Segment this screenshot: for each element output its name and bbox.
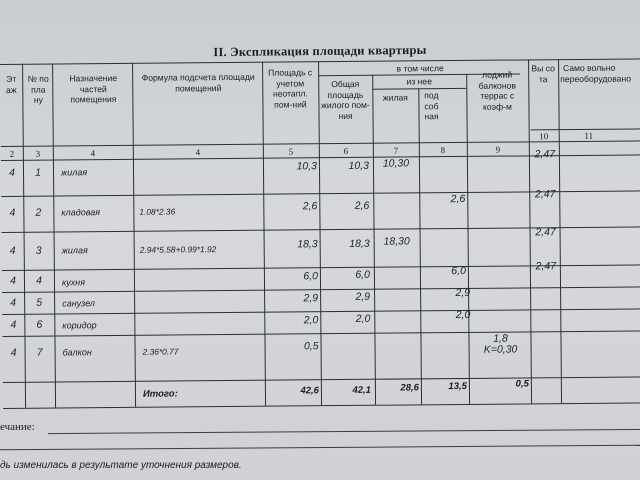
totals-auxiliary: 13,5: [448, 380, 467, 393]
row-3-total: 18,3: [349, 237, 370, 250]
row-2-auxiliary: 2,6: [450, 192, 466, 206]
header-height: Вы со та: [531, 63, 555, 84]
row-5-auxiliary: 2,9: [455, 286, 471, 300]
row-2-formula: 1.08*2.36: [139, 206, 176, 217]
row-2-total: 2,6: [354, 199, 370, 212]
row-2-floor: 4: [9, 206, 16, 219]
row-3-number: 3: [35, 244, 42, 257]
header-total-living: Общая площадь жилого пом-ния: [321, 78, 370, 121]
row-7-balcony-coefficient: K=0,30: [483, 343, 518, 356]
row-2-area: 2,6: [302, 200, 318, 213]
row-4-name: кухня: [61, 277, 86, 288]
row-5-floor: 4: [10, 296, 17, 309]
row-1-floor: 4: [9, 166, 15, 179]
note-underline: [48, 429, 640, 434]
header-floor: Эт аж: [5, 73, 17, 95]
note-text: дь изменилась в результате уточнения размеров.: [0, 460, 242, 471]
document-title: II. Экспликация площади квартиры: [213, 42, 427, 60]
row-7-floor: 4: [10, 346, 17, 359]
totals-living: 28,6: [400, 382, 419, 394]
row-5-name: санузел: [62, 298, 96, 309]
row-3-formula: 2.94*5.58+0.99*1.92: [139, 244, 217, 255]
row-6-name: коридор: [62, 320, 97, 331]
note-label: ечание:: [0, 421, 35, 433]
column-number: 4: [90, 148, 96, 159]
totals-balcony: 0,5: [515, 378, 529, 390]
row-1-number: 1: [35, 166, 41, 179]
column-number: 6: [343, 145, 349, 157]
explication-table: [0, 50, 640, 416]
row-3-living: 18,30: [383, 235, 410, 248]
row-2-number: 2: [35, 206, 42, 219]
totals-total: 42,1: [352, 384, 371, 396]
header-unauthorized: Само вольно переоборудовано: [560, 62, 632, 84]
column-line: [466, 74, 470, 404]
row-7-area: 0,5: [303, 340, 319, 353]
row-5-number: 5: [36, 296, 43, 309]
column-line: [418, 88, 422, 404]
row-2-name: кладовая: [61, 207, 101, 218]
row-6-area: 2,0: [303, 314, 319, 327]
row-1-total: 10,3: [348, 159, 370, 172]
header-room-number: № по пла ну: [27, 73, 49, 105]
row-7-name: балкон: [62, 347, 92, 358]
row-3-name: жилая: [61, 245, 88, 256]
header-area: Площадь с учетом неотапл. пом-ний: [268, 67, 313, 110]
column-number: 10: [539, 131, 549, 142]
note-underline: [0, 445, 640, 450]
row-7-balcony: 1,8: [493, 332, 508, 345]
row-3-floor: 4: [9, 244, 16, 257]
row-3-area: 18,3: [297, 238, 318, 251]
totals-area: 42,6: [300, 385, 319, 397]
column-number: 11: [584, 130, 594, 141]
row-3-height: 2,47: [535, 226, 556, 239]
column-line: [262, 62, 266, 406]
row-6-auxiliary: 2,0: [455, 308, 471, 322]
header-formula: Формула подсчета площади помещений: [141, 71, 255, 94]
column-number: 5: [288, 146, 294, 157]
row-5-total: 2,9: [355, 290, 371, 303]
column-number: 3: [35, 148, 41, 159]
row-7-number: 7: [36, 346, 43, 359]
row-4-auxiliary: 6,0: [451, 264, 466, 278]
row-4-height: 2,47: [535, 260, 557, 273]
header-of-which: из нее: [406, 76, 432, 87]
row-1-name: жилая: [60, 167, 88, 178]
row-6-floor: 4: [10, 318, 17, 331]
header-auxiliary: под соб ная: [424, 90, 439, 122]
header-in-that-number: в том числе: [396, 63, 444, 74]
column-number: 9: [495, 144, 501, 155]
row-4-total: 6,0: [355, 268, 370, 281]
column-number: 2: [9, 148, 15, 159]
row-4-number: 4: [35, 274, 42, 287]
totals-label: Итого:: [142, 388, 178, 400]
column-line: [132, 63, 136, 407]
header-living: жилая: [382, 92, 408, 103]
column-number: 8: [440, 145, 446, 156]
row-1-height: 2,47: [534, 148, 556, 161]
row-5-area: 2,9: [303, 292, 319, 305]
row-4-area: 6,0: [303, 270, 318, 283]
column-number: 7: [393, 145, 399, 156]
row-2-height: 2,47: [534, 188, 556, 201]
row-6-total: 2,0: [355, 312, 371, 325]
row-6-number: 6: [36, 318, 43, 331]
row-1-area: 10,3: [296, 160, 318, 173]
header-purpose: Назначение частей помещения: [69, 72, 118, 105]
header-balconies: лоджий балконов террас с коэф-м: [478, 69, 516, 112]
row-7-formula: 2.36*0.77: [142, 346, 179, 357]
column-number: 4: [195, 147, 201, 158]
row-1-living: 10,30: [382, 157, 410, 170]
row-4-floor: 4: [9, 274, 16, 287]
